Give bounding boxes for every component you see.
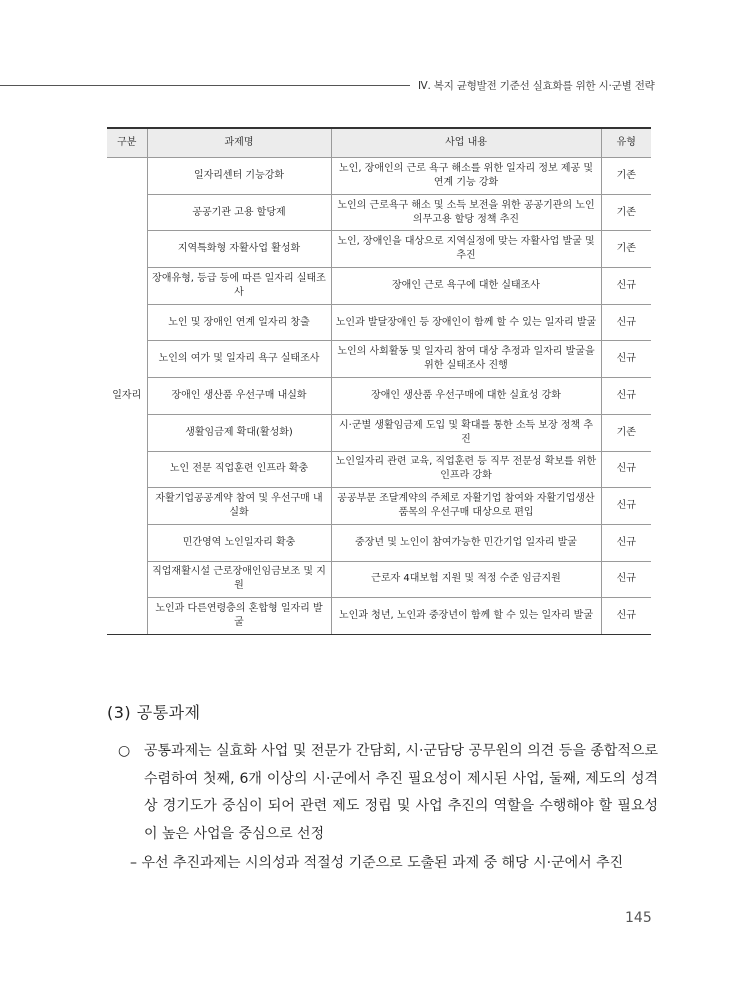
task-cell: 노인의 여가 및 일자리 욕구 실태조사 xyxy=(147,341,331,378)
table-header-row xyxy=(107,128,651,158)
table-row xyxy=(107,524,651,561)
circle-bullet-icon: ○ xyxy=(118,743,131,759)
table-row xyxy=(107,561,651,598)
content-cell: 노인일자리 관련 교육, 직업훈련 등 직무 전문성 확보를 위한 인프라 강화 xyxy=(331,451,601,488)
content-cell: 장애인 근로 욕구에 대한 실태조사 xyxy=(331,268,601,305)
task-cell: 지역특화형 자활사업 활성화 xyxy=(147,231,331,268)
type-cell: 기존 xyxy=(601,158,651,195)
task-cell: 생활임금제 확대(활성화) xyxy=(147,414,331,451)
table-row xyxy=(107,378,651,415)
page-number: 145 xyxy=(625,910,652,926)
content-cell: 노인과 청년, 노인과 중장년이 함께 할 수 있는 일자리 발굴 xyxy=(331,598,601,635)
table-row xyxy=(107,194,651,231)
content-cell: 노인과 발달장애인 등 장애인이 함께 할 수 있는 일자리 발굴 xyxy=(331,304,601,341)
table-row xyxy=(107,451,651,488)
content-cell: 노인의 근로욕구 해소 및 소득 보전을 위한 공공기관의 노인의무고용 할당 정책 추진 xyxy=(331,194,601,231)
type-cell: 신규 xyxy=(601,268,651,305)
content-cell: 중장년 및 노인이 참여가능한 민간기업 일자리 발굴 xyxy=(331,524,601,561)
content-cell: 노인, 장애인의 근로 욕구 해소를 위한 일자리 정보 제공 및 연계 기능 강화 xyxy=(331,158,601,195)
table-row xyxy=(107,231,651,268)
task-cell: 장애유형, 등급 등에 따른 일자리 실태조사 xyxy=(147,268,331,305)
table-row xyxy=(107,598,651,635)
section-title: (3) 공통과제 xyxy=(107,703,201,722)
header-task: 과제명 xyxy=(147,128,331,158)
header-type: 유형 xyxy=(601,128,651,158)
task-cell: 공공기관 고용 할당제 xyxy=(147,194,331,231)
table-row xyxy=(107,341,651,378)
type-cell: 신규 xyxy=(601,378,651,415)
task-cell: 장애인 생산품 우선구매 내실화 xyxy=(147,378,331,415)
running-header: Ⅳ. 복지 균형발전 기준선 실효화를 위한 시·군별 전략 xyxy=(418,80,655,92)
type-cell: 기존 xyxy=(601,231,651,268)
header-rule xyxy=(0,85,410,86)
type-cell: 신규 xyxy=(601,598,651,635)
task-cell: 민간영역 노인일자리 확충 xyxy=(147,524,331,561)
type-cell: 신규 xyxy=(601,561,651,598)
type-cell: 신규 xyxy=(601,451,651,488)
content-cell: 시·군별 생활임금제 도입 및 확대를 통한 소득 보장 정책 추진 xyxy=(331,414,601,451)
table-row xyxy=(107,158,651,195)
type-cell: 신규 xyxy=(601,304,651,341)
table-row xyxy=(107,304,651,341)
content-cell: 노인의 사회활동 및 일자리 참여 대상 추정과 일자리 발굴을 위한 실태조사 진행 xyxy=(331,341,601,378)
task-table xyxy=(107,127,651,635)
dash-item: – 우선 추진과제는 시의성과 적절성 기준으로 도출된 과제 중 해당 시·군에서 추진 xyxy=(130,855,624,871)
task-cell: 노인과 다른연령층의 혼합형 일자리 발굴 xyxy=(147,598,331,635)
table-row xyxy=(107,268,651,305)
type-cell: 신규 xyxy=(601,524,651,561)
content-cell: 장애인 생산품 우선구매에 대한 실효성 강화 xyxy=(331,378,601,415)
table-row xyxy=(107,414,651,451)
category-cell: 일자리 xyxy=(107,158,147,635)
bullet-paragraph xyxy=(118,738,658,848)
task-cell: 일자리센터 기능강화 xyxy=(147,158,331,195)
type-cell: 신규 xyxy=(601,341,651,378)
content-cell: 공공부문 조달계약의 주체로 자활기업 참여와 자활기업생산품목의 우선구매 대상으로 편입 xyxy=(331,488,601,525)
task-cell: 노인 및 장애인 연계 일자리 창출 xyxy=(147,304,331,341)
paragraph-text: 공통과제는 실효화 사업 및 전문가 간담회, 시·군담당 공무원의 의견 등을 종합적으로 수렴하여 첫째, 6개 이상의 시·군에서 추진 필요성이 제시된 사업, 둘째, 제도의 성격상 경기도가 중심이 되어 관련 제도 정립 및 사업 추진의 역할을 수행해야 할 필요성이 높은 사업을 중심으로 선정 xyxy=(144,743,658,842)
task-cell: 노인 전문 직업훈련 인프라 확충 xyxy=(147,451,331,488)
content-cell: 근로자 4대보험 지원 및 적정 수준 임금지원 xyxy=(331,561,601,598)
type-cell: 기존 xyxy=(601,414,651,451)
header-category: 구분 xyxy=(107,128,147,158)
task-cell: 자활기업공공계약 참여 및 우선구매 내실화 xyxy=(147,488,331,525)
table-row xyxy=(107,488,651,525)
type-cell: 기존 xyxy=(601,194,651,231)
content-cell: 노인, 장애인을 대상으로 지역실정에 맞는 자활사업 발굴 및 추진 xyxy=(331,231,601,268)
type-cell: 신규 xyxy=(601,488,651,525)
task-cell: 직업재활시설 근로장애인임금보조 및 지원 xyxy=(147,561,331,598)
header-content: 사업 내용 xyxy=(331,128,601,158)
